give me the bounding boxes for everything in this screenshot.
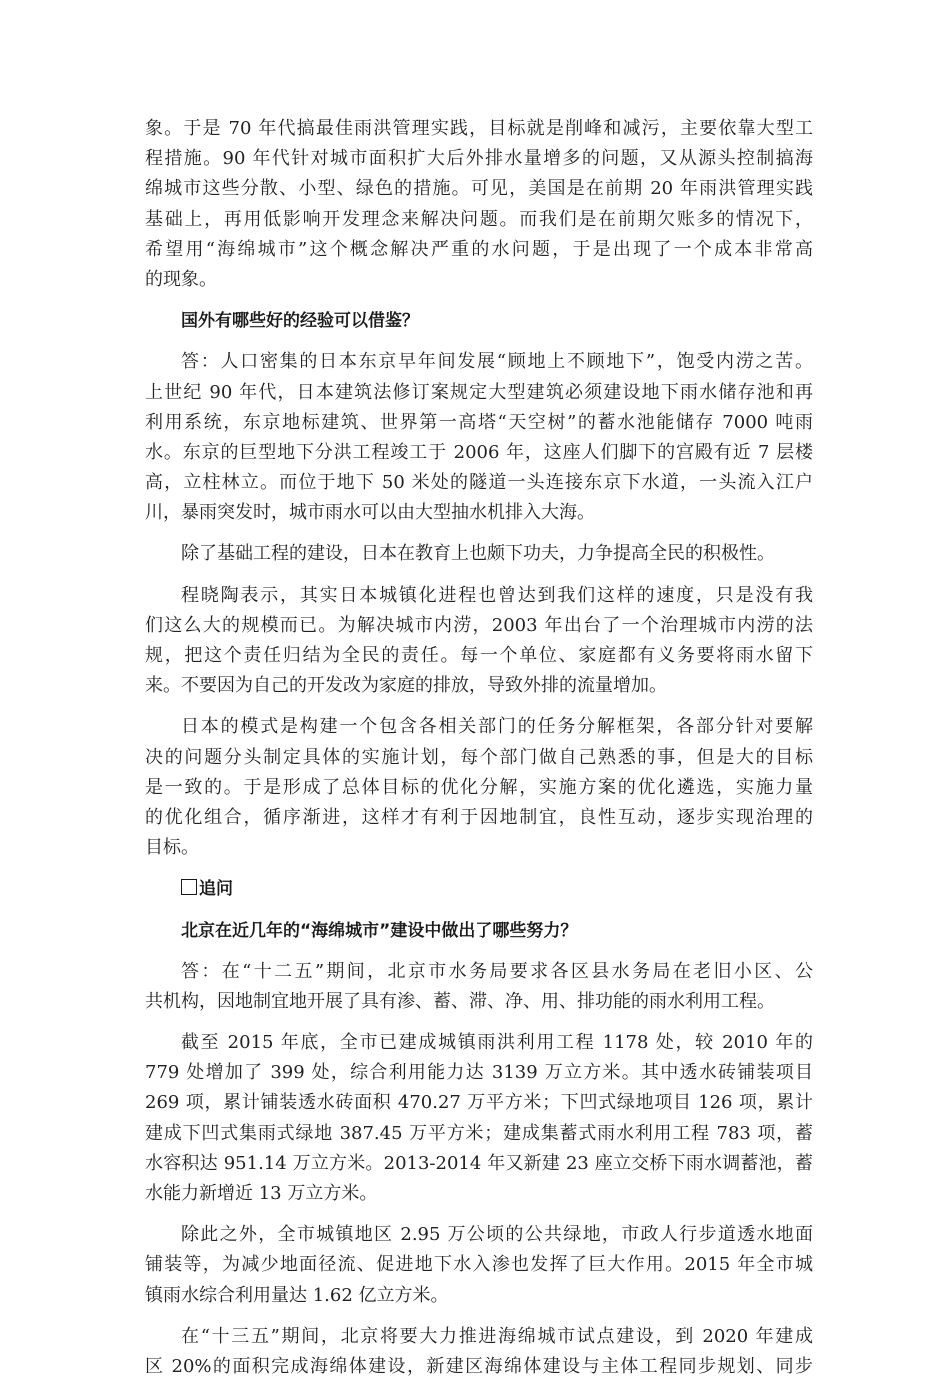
heading-text: 北京在近几年的“海绵城市”建设中做出了哪些努力？ — [181, 920, 578, 941]
heading-text: 追问 — [199, 879, 233, 900]
text-line: 上世纪 90 年代，日本建筑法修订案规定大型建筑必须建设地下雨水储存池和再 — [145, 381, 813, 403]
text-line: 水容积达 951.14 万立方米。2013-2014 年又新建 23 座立交桥下雨水调蓄池，蓄 — [145, 1152, 813, 1174]
text-line: 区 20%的面积完成海绵体建设，新建区海绵体建设与主体工程同步规划、同步 — [145, 1355, 813, 1377]
text-line: 除此之外，全市城镇地区 2.95 万公顷的公共绿地，市政人行步道透水地面 — [181, 1224, 813, 1246]
text-line: 截至 2015 年底，全市已建成城镇雨洪利用工程 1178 处，较 2010 年的 — [181, 1032, 813, 1054]
body-paragraph — [145, 539, 813, 569]
text-line: 川，暴雨突发时，城市雨水可以由大型抽水机排入大海。 — [145, 502, 595, 524]
text-line: 来。不要因为自己的开发改为家庭的排放，导致外排的流量增加。 — [145, 675, 667, 697]
text-line: 答：在“十二五”期间，北京市水务局要求各区县水务局在老旧小区、公 — [181, 960, 813, 982]
heading-text: 国外有哪些好的经验可以借鉴？ — [181, 311, 419, 332]
text-line: 日本的模式是构建一个包含各相关部门的任务分解框架，各部分针对要解 — [181, 716, 813, 738]
text-line: 希望用“海绵城市”这个概念解决严重的水问题，于是出现了一个成本非常高 — [145, 238, 813, 260]
body-paragraph — [145, 1322, 813, 1382]
body-paragraph — [145, 1028, 813, 1209]
text-line: 水能力新增近 13 万立方米。 — [145, 1183, 378, 1204]
text-line: 绵城市这些分散、小型、绿色的措施。可见，美国是在前期 20 年雨洪管理实践 — [145, 178, 813, 200]
text-line: 的现象。 — [145, 268, 217, 290]
text-line: 的优化组合，循序渐进，这样才有利于因地制宜，良性互动，逐步实现治理的 — [145, 806, 813, 828]
text-line: 镇雨水综合利用量达 1.62 亿立方米。 — [145, 1284, 449, 1306]
text-line: 答：人口密集的日本东京早年间发展“顾地上不顾地下”，饱受内涝之苦。 — [181, 351, 813, 373]
body-paragraph — [145, 1220, 813, 1311]
text-line: 在“十三五”期间，北京将要大力推进海绵城市试点建设，到 2020 年建成 — [181, 1325, 813, 1347]
text-line: 779 处增加了 399 处，综合利用能力达 3139 万立方米。其中透水砖铺装项目 — [145, 1062, 813, 1084]
text-line: 程晓陶表示，其实日本城镇化进程也曾达到我们这样的速度，只是没有我 — [181, 584, 813, 606]
text-line: 269 项，累计铺装透水砖面积 470.27 万平方米；下凹式绿地项目 126 项，累计 — [145, 1092, 813, 1114]
text-line: 规，把这个责任归结为全民的责任。每一个单位、家庭都有义务要将雨水留下 — [145, 645, 813, 666]
section-heading-followup — [145, 874, 813, 904]
text-line: 们这么大的规模而已。为解决城市内涝，2003 年出台了一个治理城市内涝的法 — [145, 614, 813, 636]
body-paragraph — [145, 957, 813, 1017]
text-line: 利用系统，东京地标建筑、世界第一高塔“天空树”的蓄水池能储存 7000 吨雨 — [145, 411, 813, 433]
checkbox-square-icon — [181, 879, 197, 895]
text-line: 共机构，因地制宜地开展了具有渗、蓄、滞、净、用、排功能的雨水利用工程。 — [145, 990, 775, 1012]
text-line: 决的问题分头制定具体的实施计划，每个部门做自己熟悉的事，但是大的目标 — [145, 746, 813, 768]
text-line: 水。东京的巨型地下分洪工程竣工于 2006 年，这座人们脚下的宫殿有近 7 层楼 — [145, 441, 813, 463]
text-line: 程措施。90 年代针对城市面积扩大后外排水量增多的问题，又从源头控制搞海 — [145, 148, 813, 170]
body-paragraph — [145, 712, 813, 863]
text-line: 除了基础工程的建设，日本在教育上也颇下功夫，力争提高全民的积极性。 — [181, 543, 775, 565]
question-heading — [145, 916, 813, 946]
body-paragraph — [145, 581, 813, 702]
text-line: 象。于是 70 年代搞最佳雨洪管理实践，目标就是削峰和减污，主要依靠大型工 — [145, 118, 813, 139]
body-paragraph — [145, 114, 813, 295]
text-line: 是一致的。于是形成了总体目标的优化分解，实施方案的优化遴选，实施力量 — [145, 776, 813, 798]
text-line: 高，立柱林立。而位于地下 50 米处的隧道一头连接东京下水道，一头流入江户 — [145, 472, 813, 494]
text-line: 目标。 — [145, 837, 199, 859]
document-page — [145, 114, 813, 1382]
text-line: 铺装等，为减少地面径流、促进地下水入渗也发挥了巨大作用。2015 年全市城 — [145, 1254, 813, 1276]
text-line: 建成下凹式集雨式绿地 387.45 万平方米；建成集蓄式雨水利用工程 783 项，蓄 — [145, 1122, 813, 1144]
question-heading — [145, 306, 813, 336]
body-paragraph — [145, 347, 813, 528]
text-line: 基础上，再用低影响开发理念来解决问题。而我们是在前期欠账多的情况下， — [145, 208, 813, 230]
